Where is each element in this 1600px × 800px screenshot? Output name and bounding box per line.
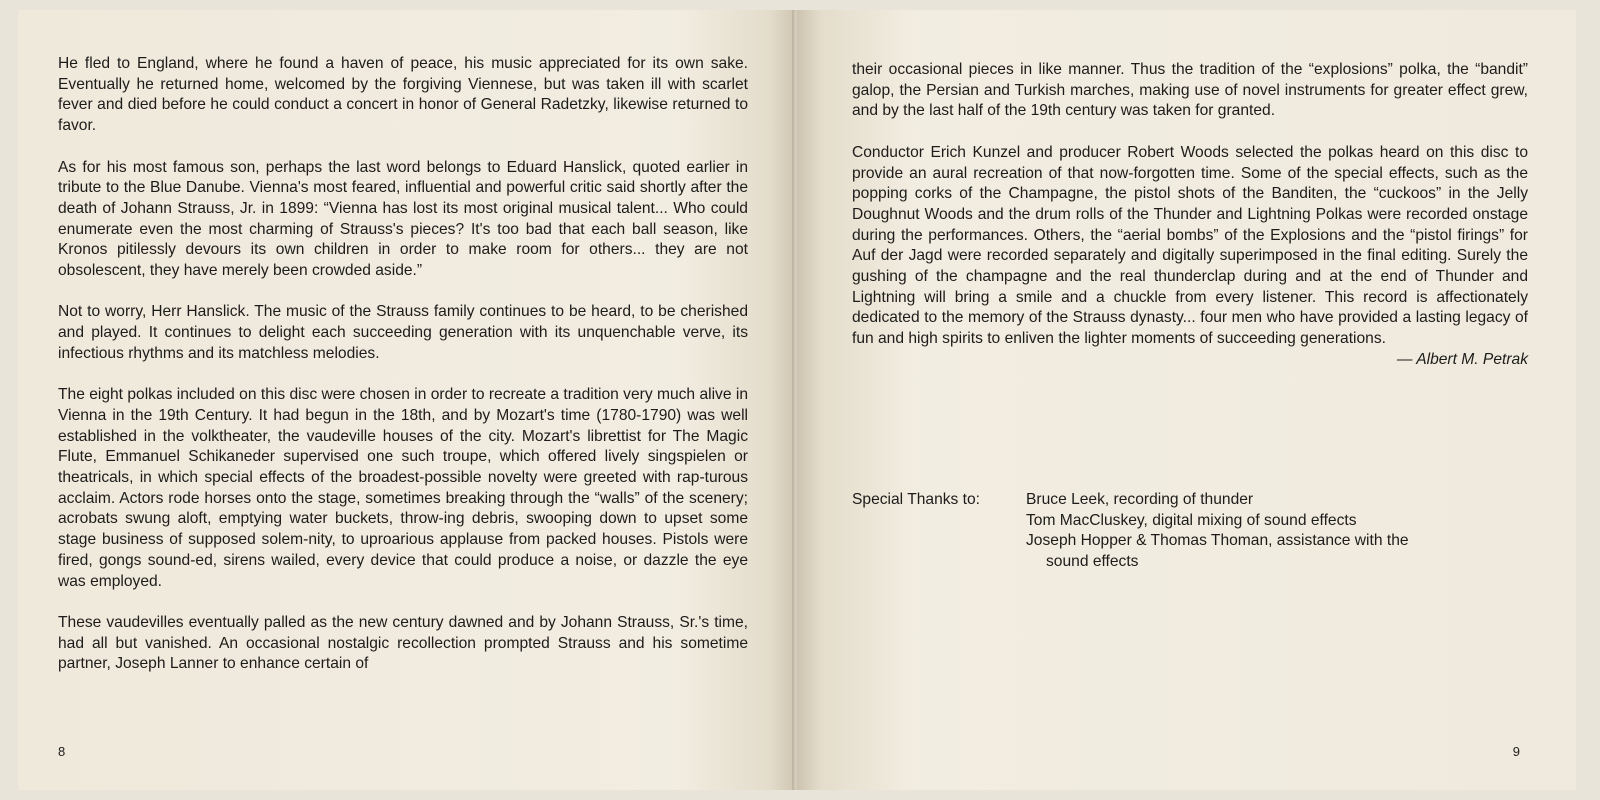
paragraph: their occasional pieces in like manner. Thus the tradition of the “explosions” polka, the “bandit” galop, the Persian and Turkish marches, making use of novel instruments for greater effect grew, and by the last half of the 19th century was taken for granted. <box>852 61 1528 120</box>
right-page-body <box>852 60 1528 391</box>
thanks-item: Joseph Hopper & Thomas Thoman, assistance with the <box>1026 532 1409 550</box>
author-attribution: — Albert M. Petrak <box>1396 350 1528 368</box>
right-page <box>798 10 1576 790</box>
paragraph: Not to worry, Herr Hanslick. The music of the Strauss family continues to be heard, to be cherished and played. It continues to delight each succeeding generation with its unquenchable verve, its infectious rhythms and its matchless melodies. <box>58 303 748 362</box>
special-thanks-list <box>1026 490 1526 573</box>
thanks-item: sound effects <box>1046 553 1139 571</box>
page-number: 9 <box>1512 744 1520 759</box>
thanks-item: Bruce Leek, recording of thunder <box>1026 491 1254 508</box>
paragraph: The eight polkas included on this disc were chosen in order to recreate a tradition very much alive in Vienna in the 19th Century. It had begun in the 18th, and by Mozart's time (1780-1790) was well established in the volktheater, the vaudeville houses of the city. Mozart's librettist for The Magic Flute, Emmanuel Schikaneder supervised one such troupe, which offered lively singspielen or theatricals, in which special effects of the broadest-possible novelty were greeted with rap-turous acclaim. Actors rode horses onto the stage, sometimes breaking through the “walls” of the scenery; acrobats swung aloft, emptying water buckets, throw-ing debris, swooping down to upset some stage business of supposed solem-nity, to uproarious applause from packed houses. Pistols were fired, gongs sound-ed, sirens wailed, every device that could produce a noise, or dazzle the eye was employed. <box>58 386 748 590</box>
paragraph: Conductor Erich Kunzel and producer Robert Woods selected the polkas heard on this disc to provide an aural recreation of that now-forgotten time. Some of the special effects, such as the popping corks of the Champagne, the pistol shots of the Banditen, the “cuckoos” in the Jelly Doughnut Woods and the drum rolls of the Thunder and Lightning Polkas were recorded onstage during the performances. Others, the “aerial bombs” of the Explosions and the “pistol firings” for Auf der Jagd were recorded separately and digitally superimposed in the final editing. Surely the gushing of the champagne and the real thunderclap during and at the end of Thunder and Lightning will bring a smile and a chuckle from every listener. This record is affectionately dedicated to the memory of the Strauss dynasty... four men who have provided a lasting legacy of fun and high spirits to enliven the lighter moments of succeeding generations. <box>852 143 1528 348</box>
page-number: 8 <box>58 744 66 759</box>
paragraph: He fled to England, where he found a haven of peace, his music appreciated for its own sake. Eventually he returned home, welcomed by the forgiving Viennese, but was taken ill with scarlet fever and died before he could conduct a concert in honor of General Radetzky, likewise returned to favor. <box>58 55 748 135</box>
booklet-spread <box>18 10 1582 790</box>
special-thanks-label: Special Thanks to: <box>852 491 981 508</box>
paragraph: These vaudevilles eventually palled as the new century dawned and by Johann Strauss, Sr.'s time, had all but vanished. An occasional nostalgic recollection prompted Strauss and his sometime partner, Joseph Lanner to enhance certain of <box>58 613 748 673</box>
thanks-item: Tom MacCluskey, digital mixing of sound effects <box>1026 511 1357 529</box>
left-page <box>18 10 794 790</box>
left-page-body <box>58 54 748 675</box>
paragraph: As for his most famous son, perhaps the last word belongs to Eduard Hanslick, quoted earlier in tribute to the Blue Danube. Vienna's most feared, influential and powerful critic said shortly after the death of Johann Strauss, Jr. in 1899: “Vienna has lost its most original musical talent... Who could enumerate even the most charming of Strauss's pieces? It's too bad that each ball season, like Kronos pitilessly devours its own children in order to make room for others... they are not obsolescent, they have merely been crowded aside.” <box>58 158 748 280</box>
